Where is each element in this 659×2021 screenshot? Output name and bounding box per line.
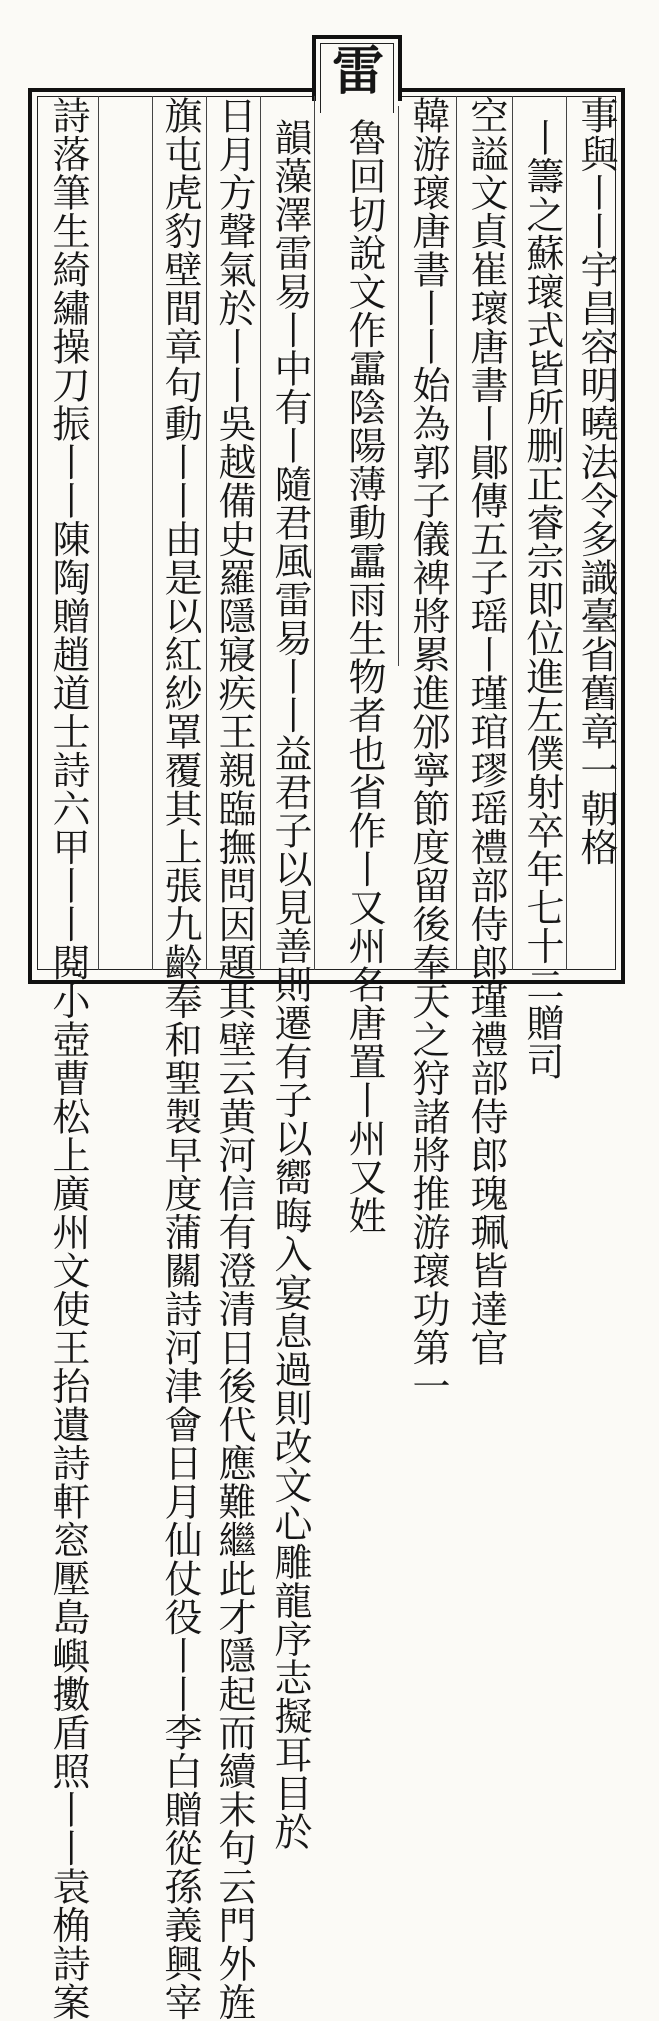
column-rule [398,106,399,666]
text-column-4: 韓游瓌唐書丨丨始為郭子儀裨將累進邠寧節度留後奉天之狩諸將推游瓌功第一 [406,96,450,1405]
text-column-1: 事與丨丨宇昌容明曉法令多識臺省舊章一朝格 [574,96,618,866]
text-column-5: 魯回切說文作靁陰陽薄動靁雨生物者也省作丨又州名唐置丨州又姓 [342,118,386,1235]
text-column-6: 韻藻澤雷易丨中有丨隨君風雷易丨丨益君子以見善則遷有子以嚮晦入宴息過則改文心雕龍序志擬耳目於 [268,118,312,1851]
text-column-7: 日月方聲氣於丨丨吳越備史羅隱寢疾王親臨撫問因題其壁云黄河信有澄清日後代應難繼此才隱起而續末句云門外旌 [212,96,256,2021]
column-rule [456,96,457,970]
column-rule [152,96,153,970]
text-column-2: 丨籌之蘇瓌式皆所删正睿宗即位進左僕射卒年七十二贈司 [520,118,564,1081]
column-rule [206,96,207,970]
column-rule [260,96,261,970]
text-column-9: 詩落筆生綺繡操刀振丨丨陳陶贈趙道士詩六甲丨丨閱小壺曹松上廣州文使王抬遺詩軒窓壓島嶼擻盾照丨丨袁桷詩案 [46,96,90,2021]
column-rule [566,96,567,970]
column-rule [98,96,99,970]
text-column-3: 空謚文貞崔瓌唐書丨鄖傳五子瑶丨瑾琯璆瑶禮部侍郎瑾禮部侍郎瑰珮皆達官 [464,96,508,1367]
column-rule [314,96,315,970]
entry-head-character: 雷 [331,41,384,102]
text-column-8: 旗屯虎豹壁間章句動丨丨由是以紅紗罩覆其上張九齡奉和聖製早度蒲關詩河津會日月仙仗役丨丨李白贈從孫義興宰 [158,96,202,2021]
column-rule [512,96,513,970]
